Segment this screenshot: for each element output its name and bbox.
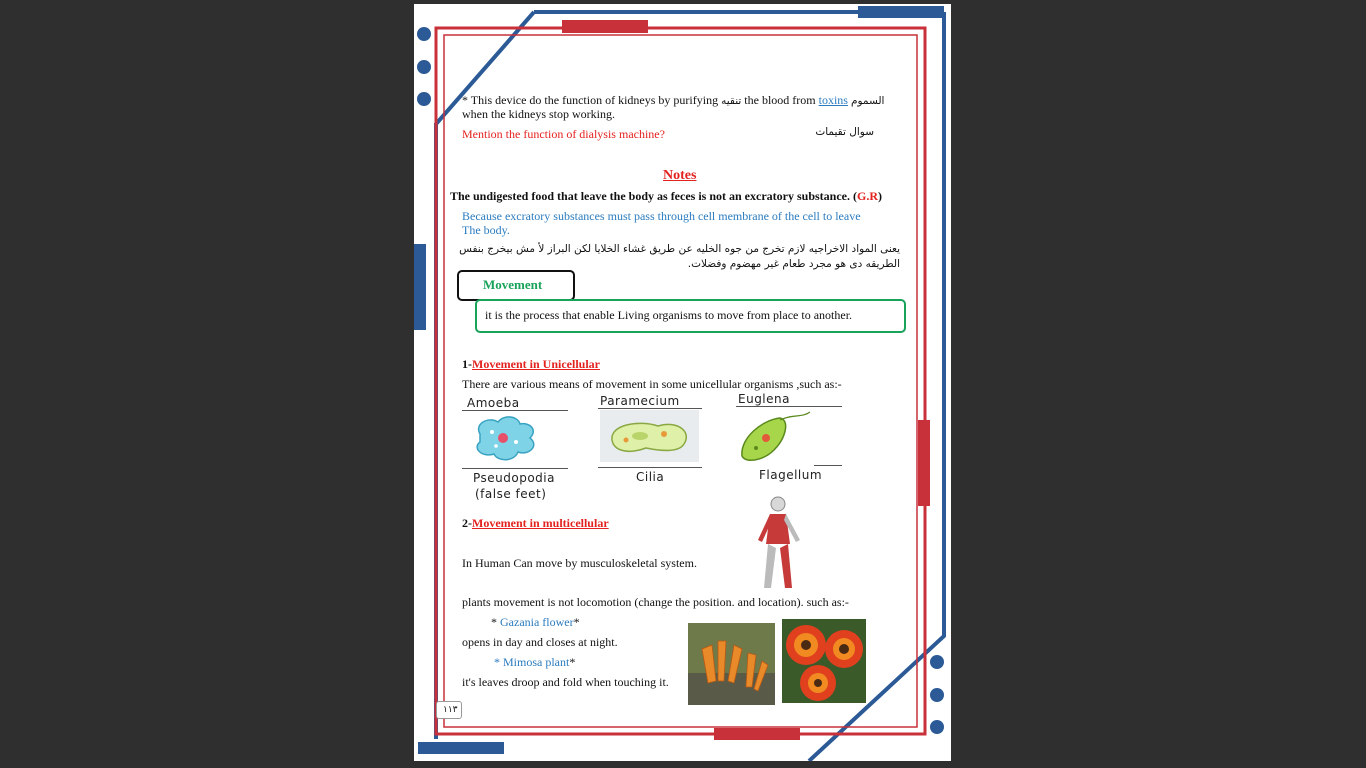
kidney-text-mid: the blood from	[744, 93, 816, 107]
red-frame-right-bar	[918, 420, 930, 506]
rule-line	[736, 406, 842, 407]
decor-dot	[417, 27, 431, 41]
amoeba-label: Amoeba	[467, 396, 520, 410]
bullet-star: *	[569, 655, 576, 669]
unicellular-title: Movement in Unicellular	[472, 357, 600, 371]
bullet-star: *	[491, 615, 500, 629]
document-page	[414, 4, 951, 761]
pseudopodia-label: Pseudopodia	[473, 471, 555, 485]
unicellular-heading	[462, 357, 600, 371]
movement-title-box	[457, 270, 575, 301]
page-number-tag	[436, 701, 462, 719]
cilia-label: Cilia	[636, 470, 665, 484]
mimosa-line	[494, 655, 575, 669]
plants-movement-line: plants movement is not locomotion (change the position. and location). such as:-	[462, 595, 849, 609]
false-feet-label: (false feet)	[475, 487, 547, 501]
gr-close: )	[878, 189, 882, 203]
euglena-image	[736, 408, 812, 464]
rule-line	[814, 465, 842, 466]
heading-number: 2-	[462, 516, 472, 530]
gazania-line	[491, 615, 580, 629]
blue-frame-left	[436, 12, 534, 739]
paramecium-label: Paramecium	[600, 394, 680, 408]
multicellular-title: Movement in multicellular	[472, 516, 609, 530]
human-movement-line: In Human Can move by musculoskeletal system.	[462, 556, 697, 570]
gazania-open-photo	[782, 619, 866, 703]
kidney-text: * This device do the function of kidneys by purifying	[462, 93, 719, 107]
bullet-star: *	[573, 615, 580, 629]
rule-line	[462, 468, 568, 469]
because-line2: The body.	[462, 223, 510, 237]
gr-tag: G.R	[857, 189, 878, 203]
gr-statement	[450, 189, 882, 203]
decor-dot	[930, 720, 944, 734]
amoeba-image	[470, 412, 542, 464]
decor-dot	[417, 60, 431, 74]
blue-frame-left-bar	[414, 244, 426, 330]
decor-dot	[930, 688, 944, 702]
notes-title: Notes	[663, 168, 697, 183]
blue-frame-top-bar	[858, 6, 944, 18]
red-frame-top-bar	[562, 20, 648, 33]
kidney-paragraph-line2: when the kidneys stop working.	[462, 107, 615, 121]
red-frame-bottom-bar	[714, 728, 800, 740]
decor-dot	[417, 92, 431, 106]
unicellular-intro: There are various means of movement in some unicellular organisms ,such as:-	[462, 377, 842, 391]
flagellum-label: Flagellum	[759, 468, 823, 482]
movement-title: Movement	[483, 277, 543, 292]
gazania-closed-photo	[688, 623, 775, 705]
arabic-explanation-line2: الطريقه دى هو مجرد طعام غير مهضوم وفضلات.	[687, 258, 900, 270]
arabic-word: تنقيه	[721, 95, 742, 107]
rule-line	[462, 410, 568, 411]
rule-line	[598, 467, 702, 468]
arabic-explanation-line1: يعنى المواد الاخراجيه لازم تخرج من جوه الخليه عن طريق غشاء الخلايا لكن البراز لأ مش بيخرج بنفس	[459, 243, 900, 255]
rule-line	[598, 408, 702, 409]
arabic-word: السموم	[850, 95, 885, 107]
gazania-description: opens in day and closes at night.	[462, 635, 618, 649]
multicellular-heading	[462, 516, 609, 530]
euglena-label: Euglena	[738, 392, 790, 406]
paramecium-image	[600, 410, 699, 462]
toxins-link[interactable]: toxins	[818, 93, 848, 107]
decor-dot	[930, 655, 944, 669]
blue-frame-bottom-bar	[418, 742, 504, 754]
gr-text: The undigested food that leave the body as feces is not an excratory substance. (	[450, 189, 857, 203]
mimosa-description: it's leaves droop and fold when touching it.	[462, 675, 669, 689]
musculoskeletal-image	[744, 494, 814, 592]
dialysis-question: Mention the function of dialysis machine?	[462, 127, 665, 141]
page-number: ١١٣	[443, 705, 458, 715]
gazania-label: Gazania flower	[500, 615, 574, 629]
heading-number: 1-	[462, 357, 472, 371]
mimosa-label: * Mimosa plant	[494, 655, 570, 669]
movement-definition-box	[475, 299, 906, 333]
movement-definition: it is the process that enable Living organisms to move from place to another.	[485, 308, 853, 322]
question-arabic-label: سوال تقيمات	[815, 126, 874, 138]
because-line1: Because excratory substances must pass through cell membrane of the cell to leave	[462, 209, 861, 223]
